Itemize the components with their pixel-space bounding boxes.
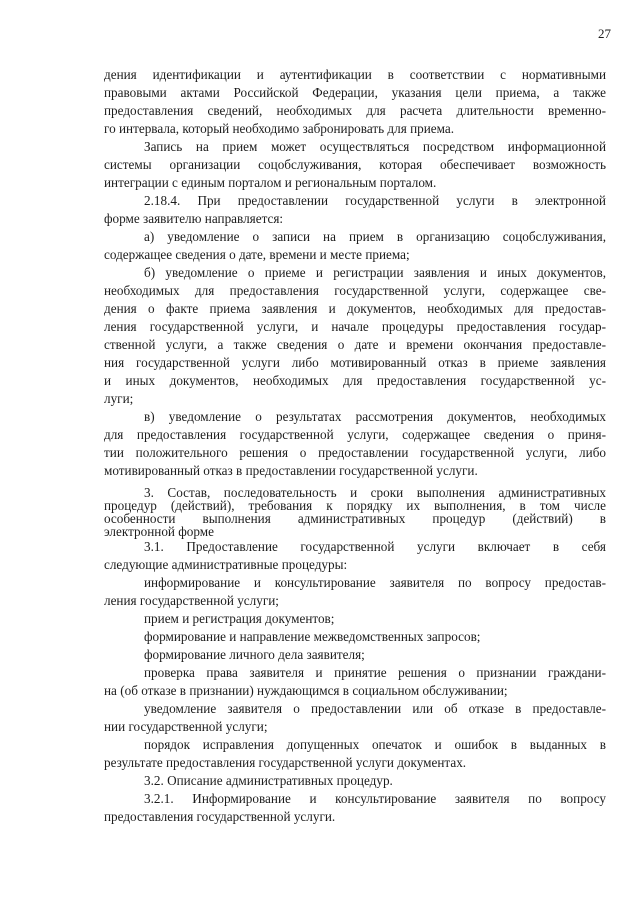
text-line: нии государственной услуги;	[104, 719, 268, 734]
text-line: дения идентификации и аутентификации в соответствии с нормативными	[104, 67, 606, 82]
text-line: в) уведомление о результатах рассмотрения документов, необходимых	[144, 409, 606, 424]
text-line: ния государственной услуги либо мотивированный отказ в приеме заявления	[104, 355, 606, 370]
heading-line: процедур (действий), требования к порядку их выполнения, в том числе	[104, 498, 606, 513]
text-line: предоставления сведений, необходимых для расчета длительности временно-	[104, 103, 606, 118]
text-line: предоставления государственной услуги.	[104, 809, 336, 824]
text-line: а) уведомление о записи на прием в организацию соцобслуживания,	[144, 229, 606, 244]
text-line: Запись на прием может осуществляться посредством информационной	[144, 139, 606, 154]
text-line: ления государственной услуги, и начале процедуры предоставления государ-	[104, 319, 606, 334]
text-line: правовыми актами Российской Федерации, указания цели приема, а также	[104, 85, 606, 100]
text-line: го интервала, который необходимо забронировать для приема.	[104, 121, 455, 136]
text-line: формирование личного дела заявителя;	[144, 647, 365, 662]
text-line: ственной услуги, а также сведения о дате и времени окончания предоставле-	[104, 337, 606, 352]
text-line: необходимых для предоставления государственной услуги, содержащее све-	[104, 283, 606, 298]
text-line: мотивированный отказ в предоставлении государственной услуги.	[104, 463, 478, 478]
text-line: тии положительного решения о предоставлении государственной услуги, либо	[104, 445, 606, 460]
text-line: уведомление заявителя о предоставлении или об отказе в предоставле-	[144, 701, 606, 716]
text-line: формирование и направление межведомственных запросов;	[144, 629, 481, 644]
text-line: луги;	[104, 391, 134, 406]
text-line: порядок исправления допущенных опечаток и ошибок в выданных в	[144, 737, 606, 752]
text-line: 3.2.1. Информирование и консультирование заявителя по вопросу	[144, 791, 606, 806]
text-line: информирование и консультирование заявителя по вопросу предостав-	[144, 575, 606, 590]
text-line: дения о факте приема заявления и документов, необходимых для предостав-	[104, 301, 606, 316]
heading-line: 3. Состав, последовательность и сроки выполнения административных	[144, 485, 606, 500]
text-line: прием и регистрация документов;	[144, 611, 335, 626]
text-line: результате предоставления государственной услуги документах.	[104, 755, 467, 770]
text-line: проверка права заявителя и принятие решения о признании граждани-	[144, 665, 606, 680]
page-number: 27	[598, 26, 611, 41]
text-line: на (об отказе в признании) нуждающимся в социальном обслуживании;	[104, 683, 508, 698]
text-line: 3.1. Предоставление государственной услуги включает в себя	[144, 539, 606, 554]
text-line: и иных документов, необходимых для предоставления государственной ус-	[104, 373, 606, 388]
text-line: б) уведомление о приеме и регистрации заявления и иных документов,	[144, 265, 606, 280]
heading-line: особенности выполнения административных процедур (действий) в	[104, 511, 606, 526]
text-line: системы организации соцобслуживания, которая обеспечивает возможность	[104, 157, 606, 172]
paragraph-3-2: 3.2. Описание административных процедур.	[144, 773, 393, 788]
text-line: интеграции с единым порталом и региональным порталом.	[104, 175, 437, 190]
text-line: 2.18.4. При предоставлении государственной услуги в электронной	[144, 193, 606, 208]
heading-line: электронной форме	[104, 524, 214, 539]
text-line: следующие административные процедуры:	[104, 557, 348, 572]
text-line: содержащее сведения о дате, времени и месте приема;	[104, 247, 410, 262]
text-line: форме заявителю направляется:	[104, 211, 284, 226]
text-line: ления государственной услуги;	[104, 593, 279, 608]
text-line: для предоставления государственной услуги, содержащее сведения о приня-	[104, 427, 606, 442]
